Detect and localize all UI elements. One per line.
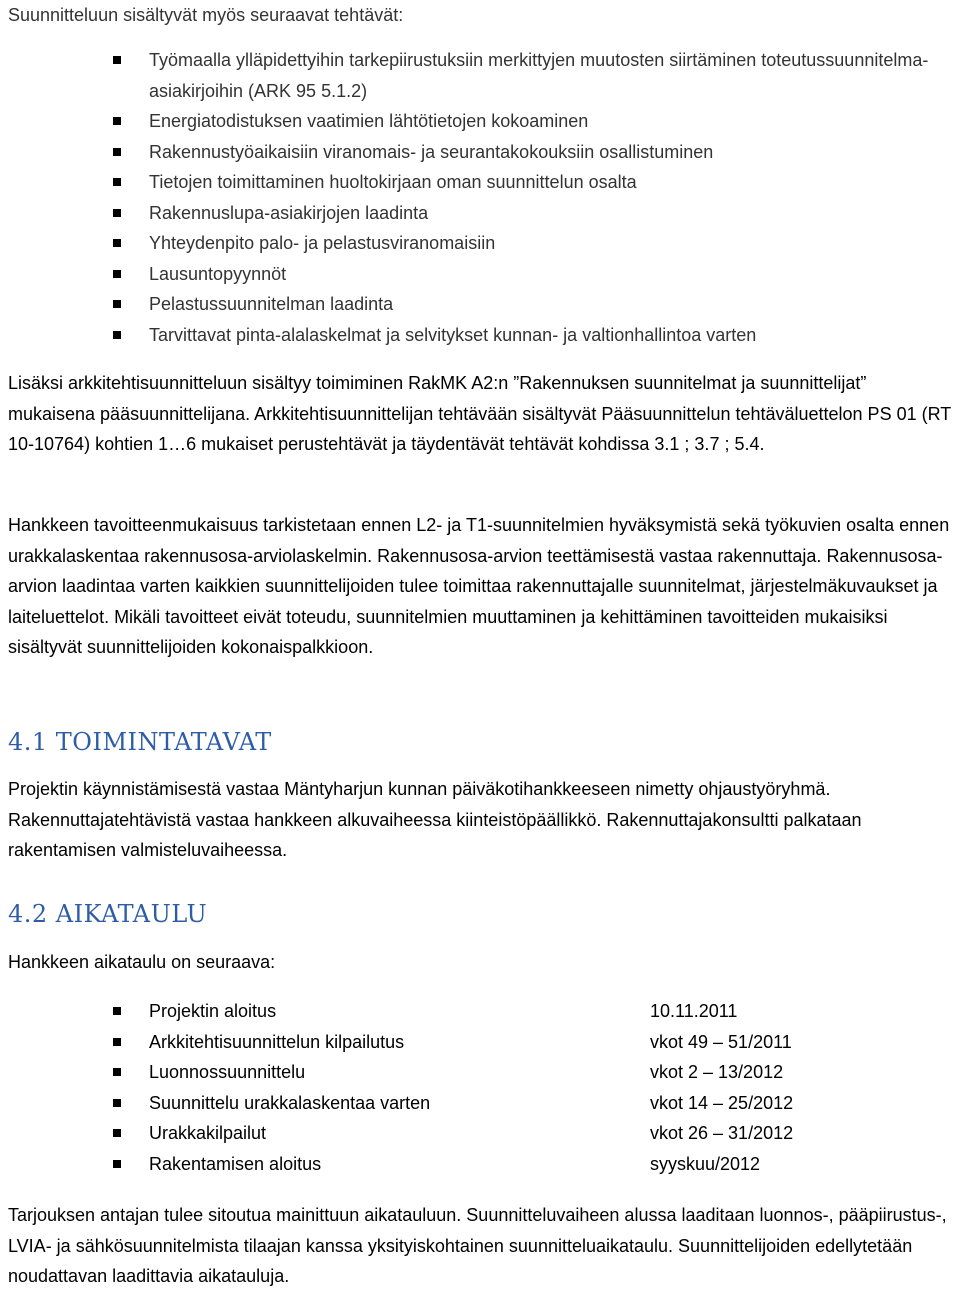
- section-heading-toimintatavat: 4.1 TOIMINTATAVAT: [8, 728, 272, 756]
- square-bullet-icon: [113, 178, 121, 186]
- square-bullet-icon: [113, 1099, 121, 1107]
- schedule-intro: Hankkeen aikataulu on seuraava:: [8, 952, 276, 972]
- square-bullet-icon: [113, 1068, 121, 1076]
- schedule-date: vkot 14 – 25/2012: [650, 1092, 794, 1113]
- list-item: Rakennuslupa-asiakirjojen laadinta: [8, 198, 954, 229]
- list-item: Lausuntopyynnöt: [8, 259, 954, 290]
- toimintatavat-paragraph: Projektin käynnistämisestä vastaa Mäntyharjun kunnan päiväkotihankkeeseen nimetty ohjaustyöryhmä. Rakennuttajatehtävistä vastaa hankkeen alkuvaiheessa kiinteistöpäällikkö. Rakennuttajakonsultti palkataan rakentamisen valmisteluvaiheessa.: [8, 779, 862, 860]
- schedule-row: [8, 1149, 954, 1180]
- schedule-row: [8, 1118, 954, 1149]
- schedule-row: [8, 996, 954, 1027]
- list-item: Tietojen toimittaminen huoltokirjaan oman suunnittelun osalta: [8, 167, 954, 198]
- schedule-task: Luonnossuunnittelu: [149, 1062, 306, 1082]
- section-heading-aikataulu: 4.2 AIKATAULU: [8, 900, 208, 928]
- schedule-row: [8, 1027, 954, 1058]
- list-item: Rakennustyöaikaisiin viranomais- ja seurantakokouksiin osallistuminen: [8, 137, 954, 168]
- list-item: Yhteydenpito palo- ja pelastusviranomaisiin: [8, 228, 954, 259]
- square-bullet-icon: [113, 56, 121, 64]
- schedule-date: syyskuu/2012: [650, 1153, 761, 1174]
- schedule-date: vkot 49 – 51/2011: [650, 1031, 792, 1052]
- schedule-task: Suunnittelu urakkalaskentaa varten: [149, 1092, 431, 1113]
- square-bullet-icon: [113, 300, 121, 308]
- list-item: Pelastussuunnitelman laadinta: [8, 289, 954, 320]
- square-bullet-icon: [113, 1007, 121, 1015]
- square-bullet-icon: [113, 1038, 121, 1046]
- list-item: Tarvittavat pinta-alalaskelmat ja selvitykset kunnan- ja valtionhallintoa varten: [8, 320, 954, 351]
- tavoitteenmukaisuus-paragraph: Hankkeen tavoitteenmukaisuus tarkistetaan ennen L2- ja T1-suunnitelmien hyväksymistä sekä työkuvien osalta ennen urakkalaskentaa rakennusosa-arviolaskelmin. Rakennusosa-arvion teettämisestä vastaa rakennuttaja. Rakennusosa-arvion laadintaa varten kaikkien suunnittelijoiden tulee toimittaa rakennuttajalle suunnitelmat, järjestelmäkuvaukset ja laiteluettelot. Mikäli tavoitteet eivät toteudu, suunnitelmien muuttaminen ja kehittäminen tavoitteiden mukaisiksi sisältyvät suunnittelijoiden kokonaispalkkioon.: [8, 515, 950, 657]
- square-bullet-icon: [113, 148, 121, 156]
- task-list: [8, 45, 954, 350]
- schedule-task: Rakentamisen aloitus: [149, 1153, 322, 1174]
- square-bullet-icon: [113, 331, 121, 339]
- square-bullet-icon: [113, 117, 121, 125]
- schedule-date: vkot 2 – 13/2012: [650, 1062, 784, 1082]
- schedule-date: 10.11.2011: [650, 1001, 738, 1021]
- schedule-closing-paragraph: Tarjouksen antajan tulee sitoutua mainittuun aikatauluun. Suunnitteluvaiheen alussa laaditaan luonnos-, pääpiirustus-, LVIA- ja sähkösuunnitelmista tilaajan kanssa yksityiskohtainen suunnitteluaikataulu. Suunnittelijoiden edellytetään noudattavan laadittavia aikatauluja.: [8, 1205, 947, 1286]
- list-item: Työmaalla ylläpidettyihin tarkepiirustuksiin merkittyjen muutosten siirtäminen toteutussuunnitelma-asiakirjoihin (ARK 95 5.1.2): [8, 45, 954, 106]
- schedule-row: [8, 1088, 954, 1119]
- schedule-task: Urakkakilpailut: [149, 1123, 267, 1143]
- schedule-task: Arkkitehtisuunnittelun kilpailutus: [149, 1031, 405, 1052]
- square-bullet-icon: [113, 239, 121, 247]
- list-item: Energiatodistuksen vaatimien lähtötietojen kokoaminen: [8, 106, 954, 137]
- square-bullet-icon: [113, 270, 121, 278]
- intro-line: Suunnitteluun sisältyvät myös seuraavat tehtävät:: [8, 5, 404, 25]
- schedule-task: Projektin aloitus: [149, 1001, 277, 1021]
- schedule-list: [8, 996, 954, 1179]
- schedule-date: vkot 26 – 31/2012: [650, 1123, 794, 1143]
- square-bullet-icon: [113, 1160, 121, 1168]
- schedule-row: [8, 1057, 954, 1088]
- pääsuunnittelija-paragraph: Lisäksi arkkitehtisuunnitteluun sisältyy toimiminen RakMK A2:n ”Rakennuksen suunnitelmat ja suunnittelijat” mukaisena pääsuunnittelijana. Arkkitehtisuunnittelijan tehtävään sisältyvät Pääsuunnittelun tehtäväluettelon PS 01 (RT 10-10764) kohtien 1…6 mukaiset perustehtävät ja täydentävät tehtävät kohdissa 3.1 ; 3.7 ; 5.4.: [8, 373, 951, 454]
- square-bullet-icon: [113, 1129, 121, 1137]
- square-bullet-icon: [113, 209, 121, 217]
